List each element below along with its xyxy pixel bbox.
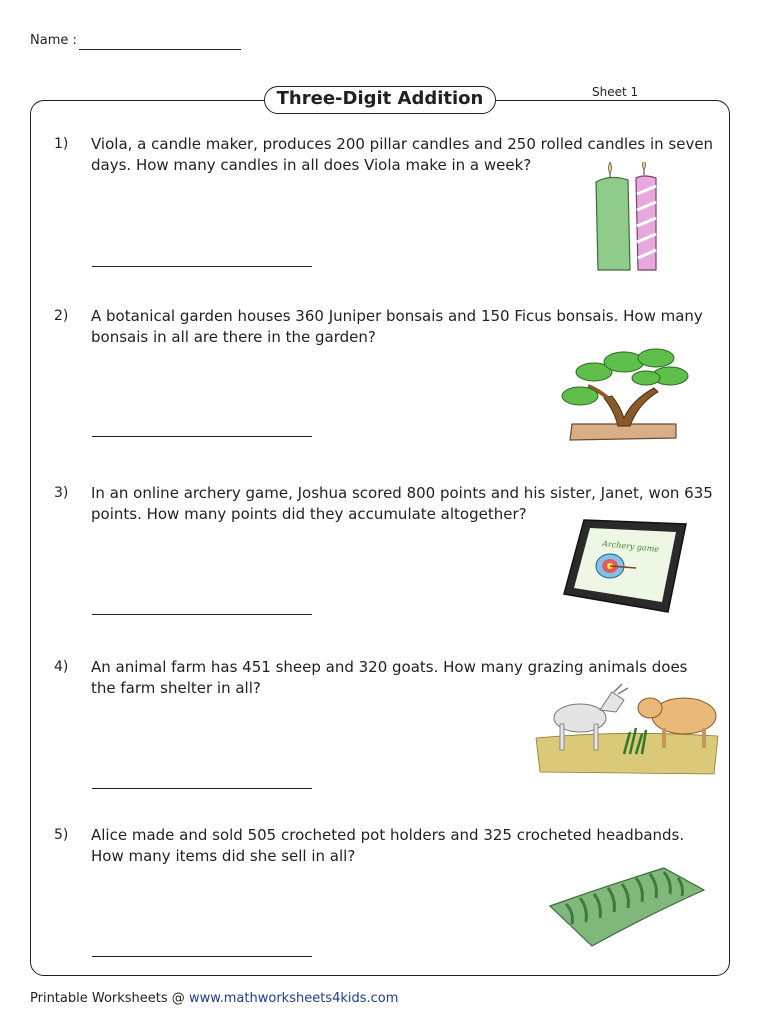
worksheet-title: Three-Digit Addition xyxy=(264,86,496,114)
answer-line[interactable] xyxy=(92,614,312,615)
question-text: In an online archery game, Joshua scored 800 points and his sister, Janet, won 635 points. How many points did they accumulate altogether? xyxy=(91,484,713,523)
question-text: Alice made and sold 505 crocheted pot holders and 325 crocheted headbands. How many items did she sell in all? xyxy=(91,826,685,865)
question-text: Viola, a candle maker, produces 200 pillar candles and 250 rolled candles in seven days. How many candles in all does Viola make in a week? xyxy=(91,135,714,174)
answer-line[interactable] xyxy=(92,436,312,437)
tablet-caption: Archery game xyxy=(601,539,660,554)
question-number: 3) xyxy=(54,485,69,501)
question-number: 1) xyxy=(54,136,69,152)
question-number: 4) xyxy=(54,659,69,675)
question-number: 2) xyxy=(54,308,69,324)
crochet-headband-icon xyxy=(546,864,708,950)
name-line[interactable] xyxy=(79,49,241,50)
footer xyxy=(30,991,398,1006)
footer-link[interactable]: www.mathworksheets4kids.com xyxy=(188,991,399,1006)
footer-label: Printable Worksheets @ xyxy=(30,991,189,1006)
bonsai-icon xyxy=(558,340,692,448)
tablet-archery-icon xyxy=(562,516,690,614)
name-label: Name : xyxy=(30,33,77,48)
question-number: 5) xyxy=(54,827,69,843)
candles-icon xyxy=(592,162,662,274)
answer-line[interactable] xyxy=(92,956,312,957)
answer-line[interactable] xyxy=(92,788,312,789)
goat-sheep-icon xyxy=(532,680,722,776)
sheet-number: Sheet 1 xyxy=(592,85,639,99)
question-text: A botanical garden houses 360 Juniper bonsais and 150 Ficus bonsais. How many bonsais in all are there in the garden? xyxy=(91,307,703,346)
answer-line[interactable] xyxy=(92,266,312,267)
question-text: An animal farm has 451 sheep and 320 goats. How many grazing animals does the farm shelter in all? xyxy=(91,658,688,697)
